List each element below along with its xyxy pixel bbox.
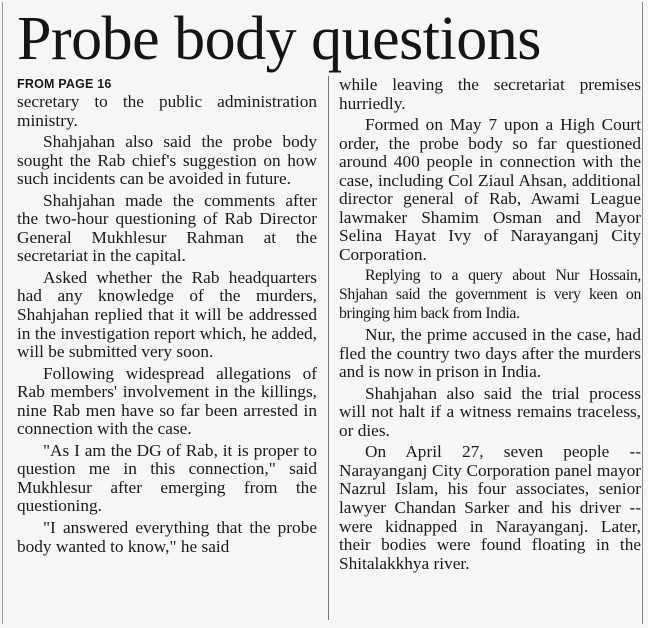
paragraph: Replying to a query about Nur Hossain, Shjahan said the government is very keen on bringing him back from India. (339, 267, 641, 322)
paragraph: "As I am the DG of Rab, it is proper to question me in this connection," said Mukhlesur after emerging from the questioning. (17, 440, 317, 516)
paragraph: "I answered everything that the probe body wanted to know," he said (17, 518, 317, 556)
continued-from-label: FROM PAGE 16 (17, 77, 112, 91)
headline: Probe body questions (17, 5, 541, 73)
paragraph: while leaving the secretariat premises hurriedly. (339, 75, 641, 113)
paragraph: Shahjahan made the comments after the two-hour questioning of Rab Director General Mukhlesur Rahman at the secretariat in the capital. (17, 190, 317, 266)
paragraph: Formed on May 7 upon a High Court order, the probe body so far questioned around 400 people in connection with the case, including Col Ziaul Ahsan, additional director general of Rab, Awami League lawmaker Shamim Osman and Mayor Selina Hayat Ivy of Narayanganj City Corporation. (339, 115, 641, 264)
newspaper-clipping (2, 2, 643, 624)
paragraph: On April 27, seven people -- Narayanganj City Corporation panel mayor Nazrul Islam, his four associates, senior lawyer Chandan Sarker and his driver -- were kidnapped in Narayanganj. Later, their bodies were found floating in the Shitalakkhya river. (339, 442, 641, 573)
paragraph: Shahjahan also said the trial process will not halt if a witness remains traceless, or dies. (339, 383, 641, 440)
paragraph: Following widespread allegations of Rab members' involvement in the killings, nine Rab men have so far been arrested in connection with the case. (17, 363, 317, 439)
right-column (339, 76, 641, 576)
paragraph: secretary to the public administration ministry. (17, 92, 317, 130)
column-divider (328, 76, 329, 620)
left-column (17, 76, 317, 559)
paragraph: Shahjahan also said the probe body sought the Rab chief's suggestion on how such incidents can be avoided in future. (17, 132, 317, 189)
paragraph: Nur, the prime accused in the case, had fled the country two days after the murders and is now in prison in India. (339, 325, 641, 382)
paragraph: Asked whether the Rab headquarters had any knowledge of the murders, Shahjahan replied that it will be addressed in the investigation report which, he added, will be submitted very soon. (17, 267, 317, 362)
